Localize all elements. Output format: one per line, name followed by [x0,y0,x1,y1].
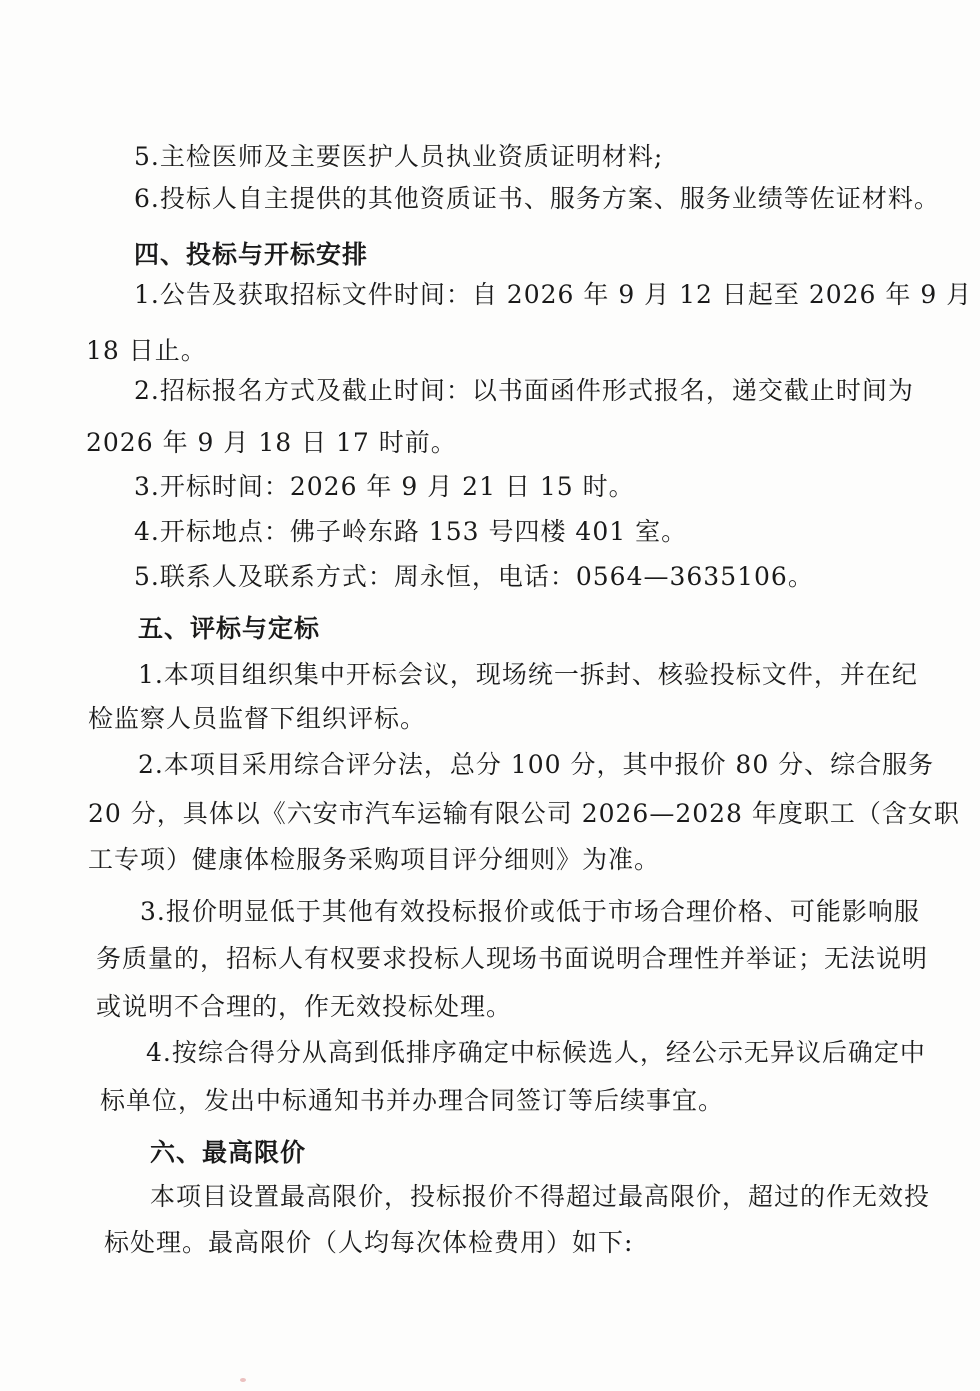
section-heading-6: 六、最高限价 [150,1138,307,1167]
schedule-item-2-line-1: 2.招标报名方式及截止时间：以书面函件形式报名，递交截止时间为 [134,376,914,405]
section-heading-5: 五、评标与定标 [138,614,321,643]
evaluation-item-2-line-1: 2.本项目采用综合评分法，总分 100 分，其中报价 80 分、综合服务 [138,750,935,779]
evaluation-item-1-line-1: 1.本项目组织集中开标会议，现场统一拆封、核验投标文件，并在纪 [138,660,918,689]
evaluation-item-4-line-1: 4.按综合得分从高到低排序确定中标候选人，经公示无异议后确定中 [146,1038,926,1067]
evaluation-item-3-line-2: 务质量的，招标人有权要求投标人现场书面说明合理性并举证；无法说明 [96,944,929,973]
schedule-item-3: 3.开标时间：2026 年 9 月 21 日 15 时。 [134,472,635,501]
section-heading-4: 四、投标与开标安排 [134,240,369,269]
price-cap-line-1: 本项目设置最高限价，投标报价不得超过最高限价，超过的作无效投 [150,1182,931,1211]
schedule-item-1-line-2: 18 日止。 [86,336,207,365]
evaluation-item-2-line-3: 工专项）健康体检服务采购项目评分细则》为准。 [88,845,661,874]
evaluation-item-3-line-3: 或说明不合理的，作无效投标处理。 [96,992,513,1021]
evaluation-item-4-line-2: 标单位，发出中标通知书并办理合同签订等后续事宜。 [100,1086,725,1115]
evaluation-item-3-line-1: 3.报价明显低于其他有效投标报价或低于市场合理价格、可能影响服 [140,897,920,926]
evaluation-item-2-line-2: 20 分，具体以《六安市汽车运输有限公司 2026—2028 年度职工（含女职 [88,799,960,828]
schedule-item-1-line-1: 1.公告及获取招标文件时间：自 2026 年 9 月 12 日起至 2026 年 9 月 [134,280,973,309]
evaluation-item-1-line-2: 检监察人员监督下组织评标。 [88,704,427,733]
price-cap-line-2: 标处理。最高限价（人均每次体检费用）如下: [104,1228,634,1257]
schedule-item-4: 4.开标地点：佛子岭东路 153 号四楼 401 室。 [134,517,688,546]
requirement-item-6: 6.投标人自主提供的其他资质证书、服务方案、服务业绩等佐证材料。 [134,184,940,213]
requirement-item-5: 5.主检医师及主要医护人员执业资质证明材料; [134,142,664,171]
schedule-item-5: 5.联系人及联系方式：周永恒，电话：0564—3635106。 [134,562,814,591]
schedule-item-2-line-2: 2026 年 9 月 18 日 17 时前。 [86,428,457,457]
scan-speck [240,1378,246,1382]
